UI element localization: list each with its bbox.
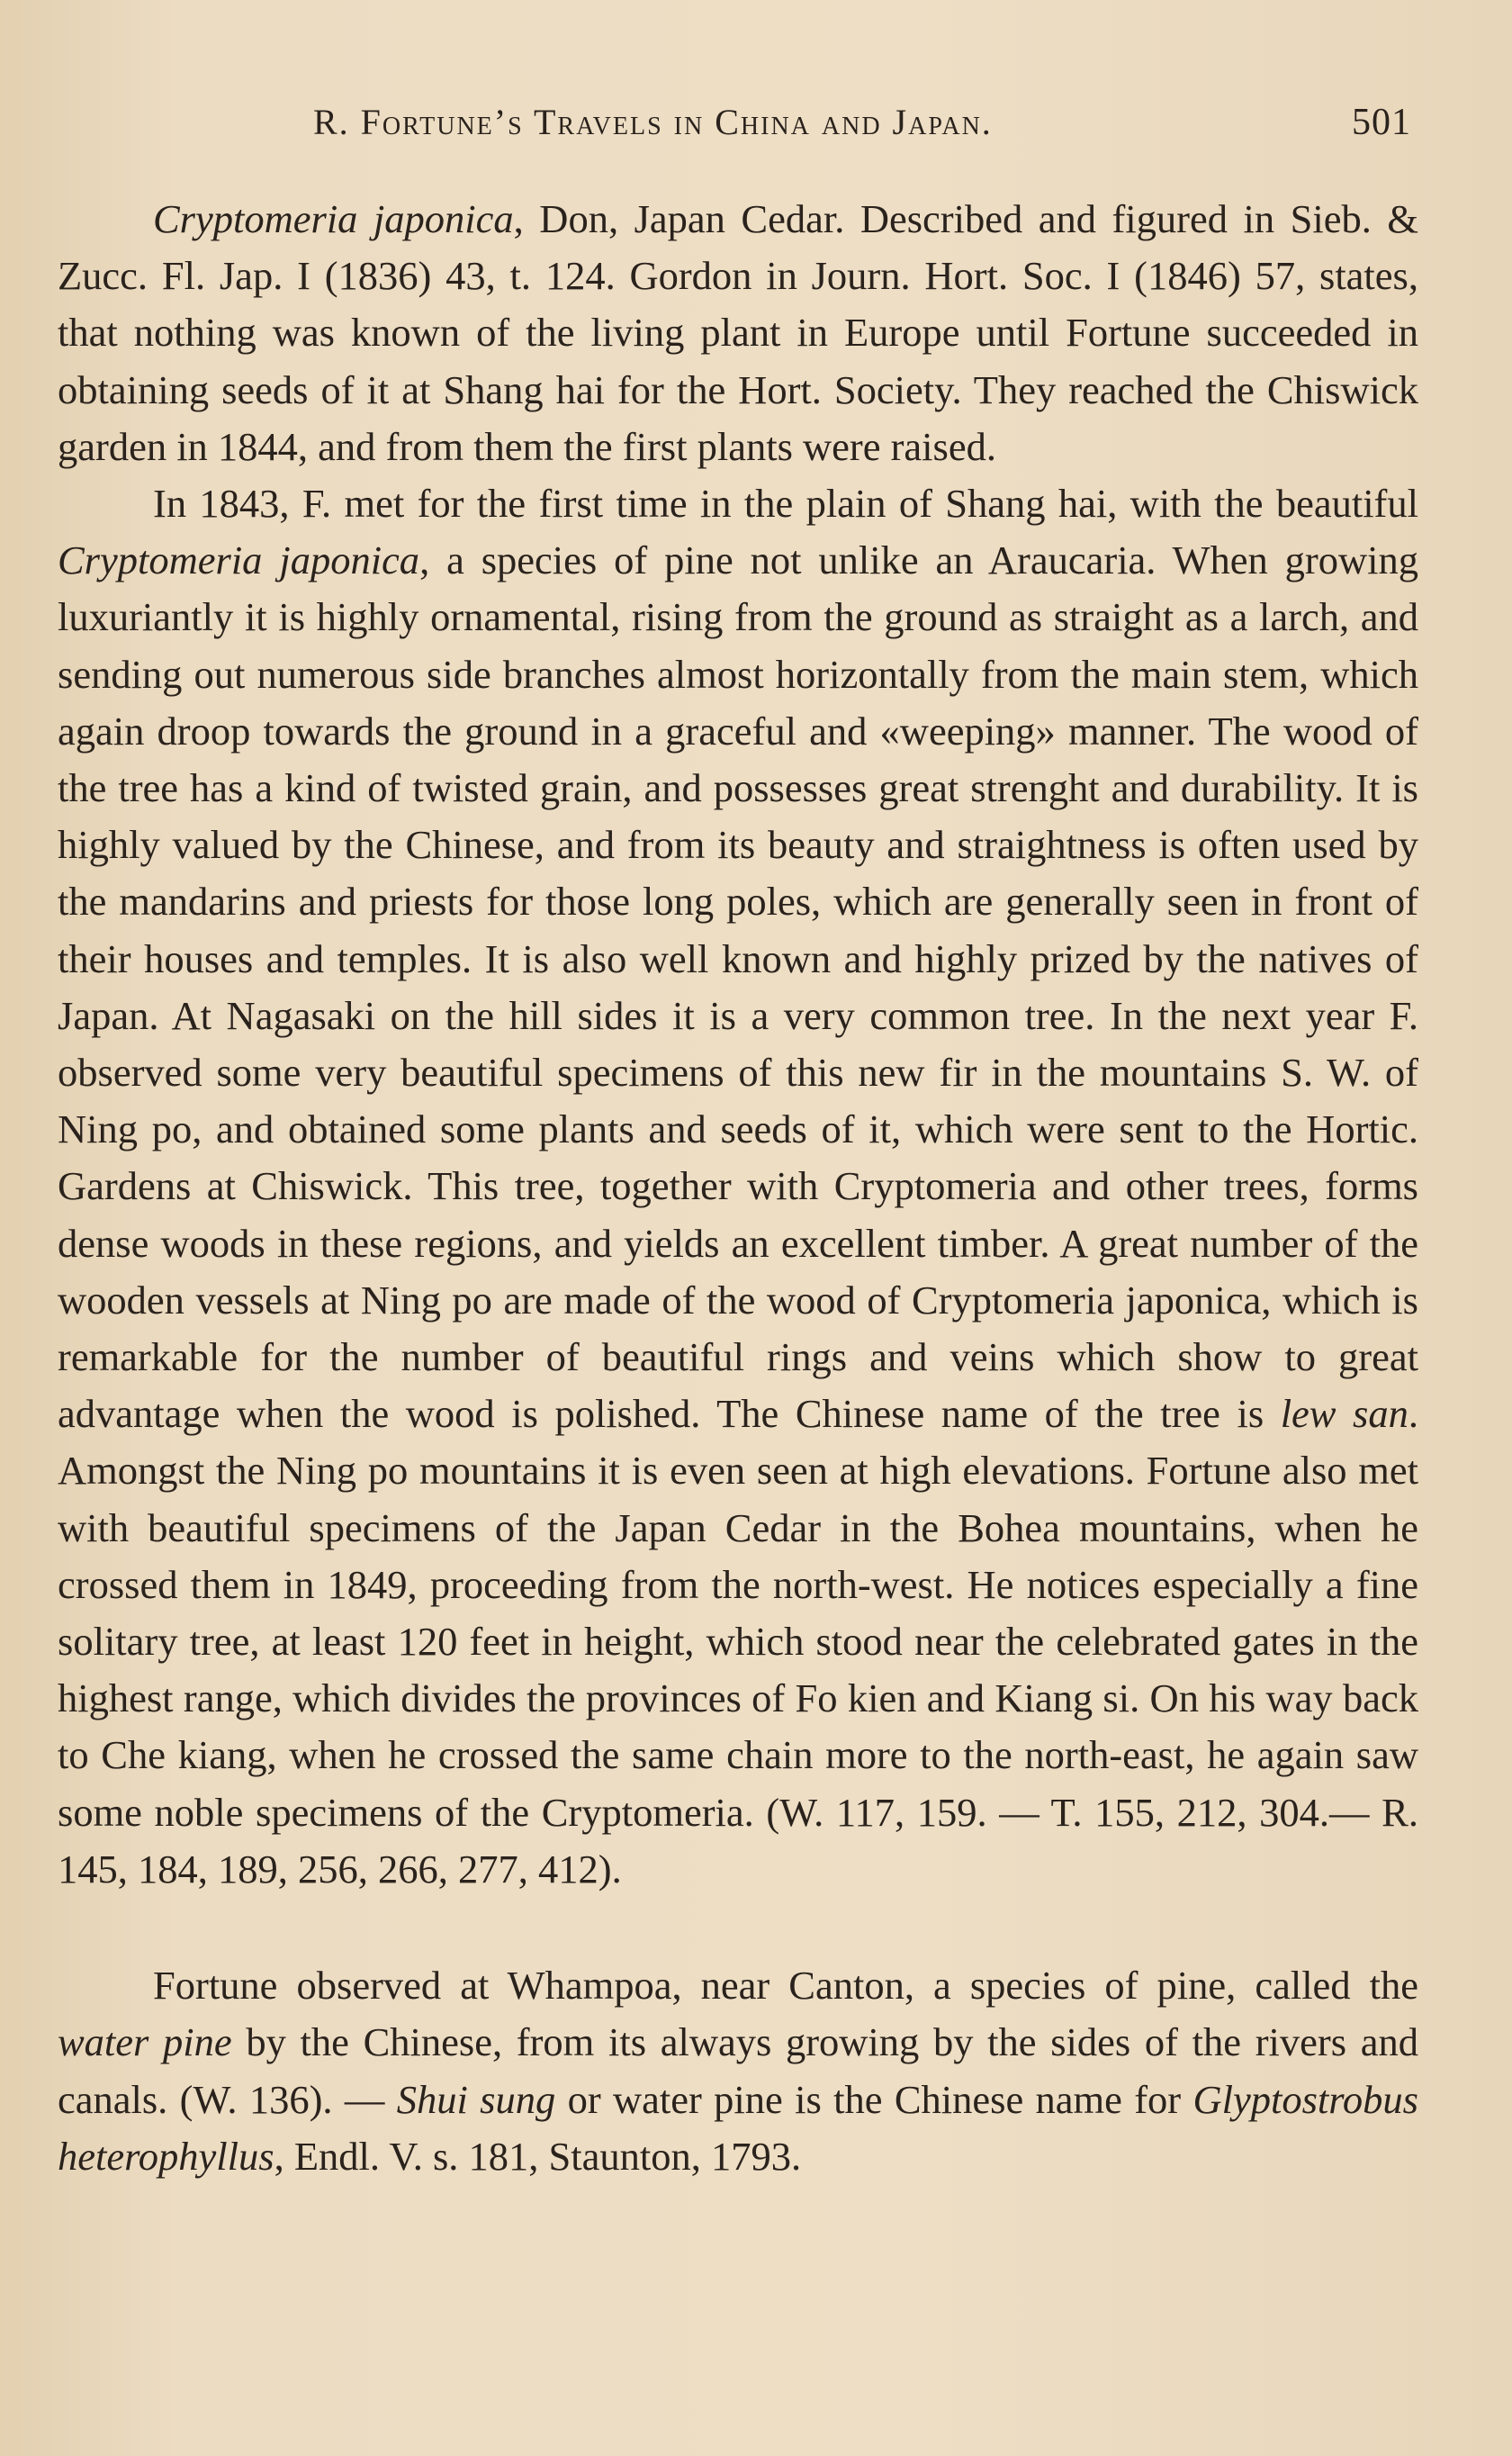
chinese-name-italic: lew san — [1280, 1391, 1408, 1437]
paragraph-text: Fortune observed at Whampoa, near Canton, a species of pine, called the — [153, 1963, 1418, 2009]
chinese-name-italic: Shui sung — [396, 2076, 556, 2122]
paragraph-text: or water pine is the Chinese name for — [555, 2076, 1193, 2122]
species-name-italic: Cryptomeria japonica — [153, 196, 514, 241]
species-name-italic: Glyptostrobus heterophyllus — [58, 2076, 1418, 2179]
term-italic: water pine — [58, 2019, 232, 2065]
paragraph-text: , Don, Japan Cedar. Described and figured in Sieb. & Zucc. Fl. Jap. I (1836) 43, t. 124. Gordon in Journ. Hort. Soc. I (1846) 57, states, that nothing was known of the living plant in Europe until Fortune succeeded in obtaining seeds of it at Shang hai for the Hort. Society. They reached the Chiswick garden in 1844, and from them the first plants were raised. — [58, 196, 1418, 469]
paragraph-text: In 1843, F. met for the first time in the plain of Shang hai, with the beautiful — [153, 481, 1418, 527]
running-head — [61, 101, 1411, 155]
paragraph-text: , Endl. V. s. 181, Staunton, 1793. — [274, 2133, 802, 2179]
paragraph-text: by the Chinese, from its always growing by the sides of the rivers and canals. (W. 136). — — [58, 2019, 1418, 2122]
body-text — [58, 191, 1418, 2185]
page-number: 501 — [1352, 102, 1411, 143]
paragraph-text: , a species of pine not unlike an Araucaria. When growing luxuriantly it is highly ornamental, rising from the ground as straight as a larch, and sending out numerous side branches almost horizontally from the main stem, which again droop towards the ground in a graceful and «weeping» manner. The wood of the tree has a kind of twisted grain, and possesses great strenght and durability. It is highly valued by the Chinese, and from its beauty and straightness is often used by the mandarins and priests for those long poles, which are generally seen in front of their houses and temples. It is also well known and highly prized by the natives of Japan. At Nagasaki on the hill sides it is a very common tree. In the next year F. observed some very beautiful specimens of this new fir in the mountains S. W. of Ning po, and obtained some plants and seeds of it, which were sent to the Hortic. Gardens at Chiswick. This tree, together with Cryptomeria and other trees, forms dense woods in these regions, and yields an excellent timber. A great number of the wooden vessels at Ning po are made of the wood of Cryptomeria japonica, which is remarkable for the number of beautiful rings and veins which show to great advantage when the wood is polished. The Chinese name of the tree is — [58, 537, 1418, 1437]
paragraph-text: . Amongst the Ning po mountains it is even seen at high elevations. Fortune also met with beautiful specimens of the Japan Cedar in the Bohea mountains, when he crossed them in 1849, proceeding from the north-west. He notices especially a fine solitary tree, at least 120 feet in height, which stood near the celebrated gates in the highest range, which divides the provinces of Fo kien and Kiang si. On his way back to Che kiang, when he crossed the same chain more to the north-east, he again saw some noble specimens of the Cryptomeria. (W. 117, 159. — T. 155, 212, 304.— R. 145, 184, 189, 256, 266, 277, 412). — [58, 1391, 1418, 1892]
running-title: R. Fortune’s Travels in China and Japan. — [313, 102, 993, 142]
species-name-italic: Cryptomeria japonica — [58, 537, 420, 583]
paragraph-cryptomeria-description — [58, 191, 1418, 475]
paragraph-gap — [58, 1898, 1418, 1957]
paragraph-water-pine — [58, 1957, 1418, 2185]
paragraph-cryptomeria-observations — [58, 475, 1418, 1898]
